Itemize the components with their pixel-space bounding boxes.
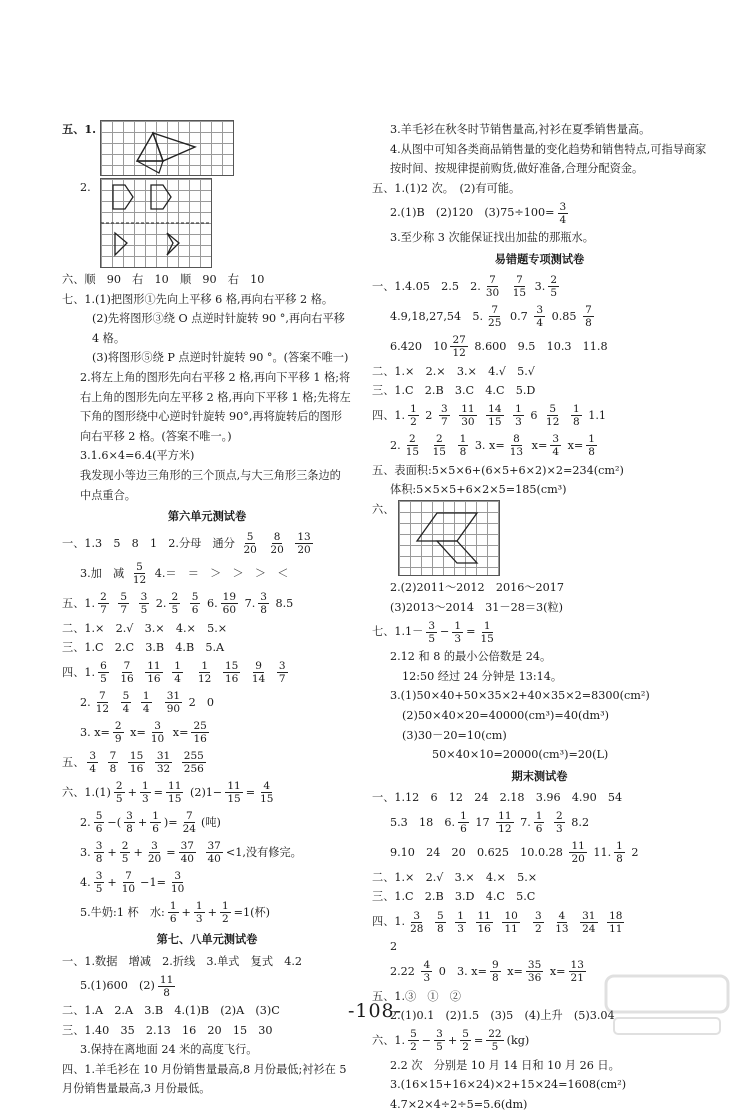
- u78-line4: 三、1.40 35 2.13 16 20 15 30: [62, 1023, 273, 1037]
- fin-l3: 9.10 24 20 0.625 10.0.28 $\frac{11}{20}$ 11. $\frac{1}{8}$ 2: [390, 840, 639, 866]
- err-l12: (3)2013～2014 31－28＝3(粒): [390, 600, 564, 614]
- text: 一、1.3 5 8 1 2.分母 通分: [62, 536, 235, 550]
- grid-figure-parallelogram: [398, 500, 500, 576]
- u6-line10: 2. $\frac{5}{6}$ −( $\frac{3}{8}$ + $\frac{1}{6}$ )= $\frac{7}{24}$ (吨): [80, 810, 221, 836]
- err-l8: 五、表面积:5×5×6+(6×5+6×2)×2=234(cm²): [372, 463, 624, 477]
- err-l11: 2.(2)2011～2012 2016～2017: [390, 580, 564, 594]
- label: 2.: [80, 181, 91, 194]
- final-title: 期末测试卷: [511, 768, 568, 783]
- u6-line3: 二、1.× 2.√ 3.× 4.× 5.×: [62, 621, 228, 635]
- u6-line-5: 五、1. $\frac{2}{7}$ $\frac{5}{7}$ $\frac{3}{5}$ 2. $\frac{2}{5}$ $\frac{5}{6}$ 6. $\frac{19}{60}$ 7. $\frac{3}{8}$ 8.5: [62, 591, 294, 617]
- u78-line2: 5.(1)600 (2) $\frac{11}{8}$: [80, 973, 174, 999]
- r-top-3: 3.羊毛衫在秋冬时节销售量高,衬衫在夏季销售量高。: [390, 123, 651, 136]
- watermark-logo: [602, 970, 732, 1040]
- err-l13: 七、1.1－ $\frac{3}{5}$ − $\frac{1}{3}$ = $\frac{1}{15}$: [372, 619, 494, 645]
- shapes-drawing: [101, 179, 211, 267]
- err-title: 易错题专项测试卷: [494, 251, 585, 266]
- text: 3.加 减: [80, 566, 125, 580]
- err-l7: 2. $\frac{2}{15}$ $\frac{2}{15}$ $\frac{1}{8}$ 3. x= $\frac{8}{13}$ x= $\frac{3}{4}$ x= $\frac{1}{8}$: [390, 433, 595, 459]
- left-column: [62, 120, 352, 1099]
- answer-7-3: 3.1.6×4=6.4(平方米): [80, 449, 195, 463]
- fin-l9: 五、1.③ ① ②: [372, 989, 461, 1003]
- fin-l1: 一、1.12 6 12 24 2.18 3.96 4.90 54: [372, 791, 623, 805]
- triangle-drawing: [101, 121, 233, 175]
- r-top-5-2: 2.(1)B (2)120 (3)75÷100= $\frac{3}{4}$: [390, 200, 567, 226]
- unit6-title: 第六单元测试卷: [167, 509, 247, 524]
- answer-6: 六、顺 90 右 10 顺 90 右 10: [62, 273, 265, 286]
- u6-line12: 4. $\frac{3}{5}$ + $\frac{7}{10}$ −1= $\frac{3}{10}$: [80, 870, 185, 896]
- answer-5-2: [62, 178, 352, 270]
- u6-line6: 2. $\frac{7}{12}$ $\frac{5}{4}$ $\frac{1}{4}$ $\frac{31}{90}$ 2 0: [80, 690, 215, 716]
- label: 五、1.: [62, 122, 97, 136]
- fin-l2: 5.3 18 6. $\frac{1}{6}$ 17 $\frac{11}{12}$ 7. $\frac{1}{6}$ $\frac{2}{3}$ 8.2: [390, 810, 590, 836]
- parallelogram-drawing: [399, 501, 499, 575]
- answer-7-2: 2.将左上角的图形先向右平移 2 格,再向下平移 1 格;将右上角的图形先向左平移 2 格,再向下平移 1 格;先将左下角的图形绕中心逆时针旋转 90°,再将旋转后的图形向右平移 2 格。(答案不唯一。): [80, 370, 351, 443]
- u78-line6: 四、1.羊毛衫在 10 月份销售量最高,8 月份最低;衬衫在 5 月份销售量最高,3 月份最低。: [62, 1062, 347, 1096]
- fraction: $\frac{8}{20}$: [270, 531, 284, 557]
- unit78-title: 第七、八单元测试卷: [156, 931, 258, 946]
- u78-line3: 二、1.A 2.A 3.B 4.(1)B (2)A (3)C: [62, 1004, 280, 1018]
- fin-l6: 四、1. $\frac{3}{28}$ $\frac{5}{8}$ $\frac{1}{3}$ $\frac{11}{16}$ $\frac{10}{11}$ $\frac{3}{2}$ $\frac{4}{13}$ $\frac{31}{24}$ $\frac{18}{11}$: [372, 909, 623, 935]
- right-column: [372, 120, 707, 1115]
- fin-l10: 2.(1)0.1 (2)1.5 (3)5 (4)上升 (5)3.04: [390, 1009, 615, 1023]
- fin-l14: 4.7×2×4÷2÷5=5.6(dm): [390, 1098, 528, 1112]
- fin-l13: 3.(16×15+16×24)×2+15×24=1608(cm²): [390, 1078, 627, 1092]
- err-l6: 四、1. $\frac{1}{2}$ 2 $\frac{3}{7}$ $\frac{11}{30}$ $\frac{14}{15}$ $\frac{1}{3}$ 6 $\frac{5}{12}$ $\frac{1}{8}$ 1.1: [372, 403, 607, 429]
- r-top-4: 4.从图中可知各类商品销售量的变化趋势和销售特点,可指导商家按时间、按规律提前购货,做好准备,合理分配资金。: [390, 142, 707, 176]
- u6-line8: 五、 $\frac{3}{4}$ $\frac{7}{8}$ $\frac{15}{16}$ $\frac{31}{32}$ $\frac{255}{256}$: [62, 750, 204, 776]
- answer-7-1-2: (2)先将图形③绕 O 点逆时针旋转 90 °,再向右平移 4 格。: [92, 312, 345, 345]
- err-l2: 4.9,18,27,54 5. $\frac{7}{25}$ 0.7 $\frac{3}{4}$ 0.85 $\frac{7}{8}$: [390, 304, 592, 330]
- u6-line4: 三、1.C 2.C 3.B 4.B 5.A: [62, 641, 225, 655]
- u78-line1: 一、1.数据 增减 2.折线 3.单式 复式 4.2: [62, 954, 303, 968]
- fin-l11: 六、1. $\frac{5}{2}$ − $\frac{3}{5}$ + $\frac{5}{2}$ = $\frac{22}{5}$ (kg): [372, 1028, 530, 1054]
- u6-line2: 3.加 减 $\frac{5}{12}$ 4.＝ ＝ ＞ ＞ ＞ ＜: [80, 561, 289, 587]
- err-l4: 二、1.× 2.× 3.× 4.√ 5.√: [372, 364, 535, 378]
- err-l10: 六、: [372, 500, 707, 578]
- u6-line13: 5.牛奶:1 杯 水: $\frac{1}{6}$ + $\frac{1}{3}$ + $\frac{1}{2}$ =1(杯): [80, 900, 271, 926]
- page-number: -108-: [347, 1000, 403, 1022]
- u6-line7: 3. x= $\frac{2}{9}$ x= $\frac{3}{10}$ x= $\frac{25}{16}$: [80, 720, 207, 746]
- err-l5: 三、1.C 2.B 3.C 4.C 5.D: [372, 384, 536, 398]
- fin-l7: 2: [390, 940, 398, 954]
- err-l19: 50×40×10=20000(cm³)=20(L): [432, 748, 609, 762]
- text: 4.＝ ＝ ＞ ＞ ＞ ＜: [154, 566, 289, 580]
- u6-line11: 3. $\frac{3}{8}$ + $\frac{2}{5}$ + $\frac{3}{20}$ = $\frac{37}{40}$ $\frac{37}{40}$ <1,没有修完。: [80, 840, 302, 866]
- answer-7: [62, 290, 352, 506]
- err-l14: 2.12 和 8 的最小公倍数是 24。: [390, 650, 552, 664]
- err-l3: 6.420 10 $\frac{27}{12}$ 8.600 9.5 10.3 11.8: [390, 334, 608, 360]
- fin-l4: 二、1.× 2.√ 3.× 4.× 5.×: [372, 870, 538, 884]
- fin-l8: 2.22 $\frac{4}{3}$ 0 3. x= $\frac{9}{8}$ x= $\frac{35}{36}$ x= $\frac{13}{21}$: [390, 959, 584, 985]
- answer-7-1-1: 七、1.(1)把图形①先向上平移 6 格,再向右平移 2 格。: [62, 292, 334, 306]
- u6-line5: 四、1. $\frac{6}{5}$ $\frac{7}{16}$ $\frac{11}{16}$ $\frac{1}{4}$ $\frac{1}{12}$ $\frac{15}{16}$ $\frac{9}{14}$ $\frac{3}{7}$: [62, 660, 286, 686]
- err-l15: 12:50 经过 24 分钟是 13:14。: [402, 669, 563, 683]
- answer-7-3-note: 我发现小等边三角形的三个顶点,与大三角形三条边的中点重合。: [80, 468, 341, 502]
- r-top-5-1: 五、1.(1)2 次。 (2)有可能。: [372, 181, 521, 195]
- fin-l12: 2.2 次 分别是 10 月 14 日和 10 月 26 日。: [390, 1058, 620, 1072]
- grid-figure-triangles: [100, 120, 234, 176]
- fin-l5: 三、1.C 2.B 3.D 4.C 5.C: [372, 890, 536, 904]
- answer-7-1-3: (3)将图形⑤绕 P 点逆时针旋转 90 °。(答案不唯一): [92, 351, 349, 365]
- fraction: $\frac{13}{20}$: [297, 531, 311, 557]
- u6-line1: [62, 529, 352, 559]
- err-l9: 体积:5×5×5+6×2×5=185(cm³): [390, 483, 567, 497]
- err-l17: (2)50×40×20=40000(cm³)=40(dm³): [402, 708, 609, 722]
- grid-figure-shapes: [100, 178, 212, 268]
- fraction: $\frac{5}{20}$: [243, 531, 257, 557]
- err-l1: 一、1.4.05 2.5 2. $\frac{7}{30}$ $\frac{7}{15}$ 3. $\frac{2}{5}$: [372, 274, 558, 300]
- answer-5-1: [62, 120, 352, 178]
- u78-line5: 3.保持在离地面 24 米的高度飞行。: [80, 1043, 258, 1057]
- err-l18: (3)30－20=10(cm): [402, 728, 507, 742]
- u6-line9: 六、1.(1) $\frac{2}{5}$ + $\frac{1}{3}$ = $\frac{11}{15}$ (2)1− $\frac{11}{15}$ = $\frac{4}{15}$: [62, 780, 274, 806]
- err-l16: 3.(1)50×40+50×35×2+40×35×2=8300(cm²): [390, 689, 650, 703]
- r-top-5-3: 3.至少称 3 次能保证找出加盐的那瓶水。: [390, 231, 594, 245]
